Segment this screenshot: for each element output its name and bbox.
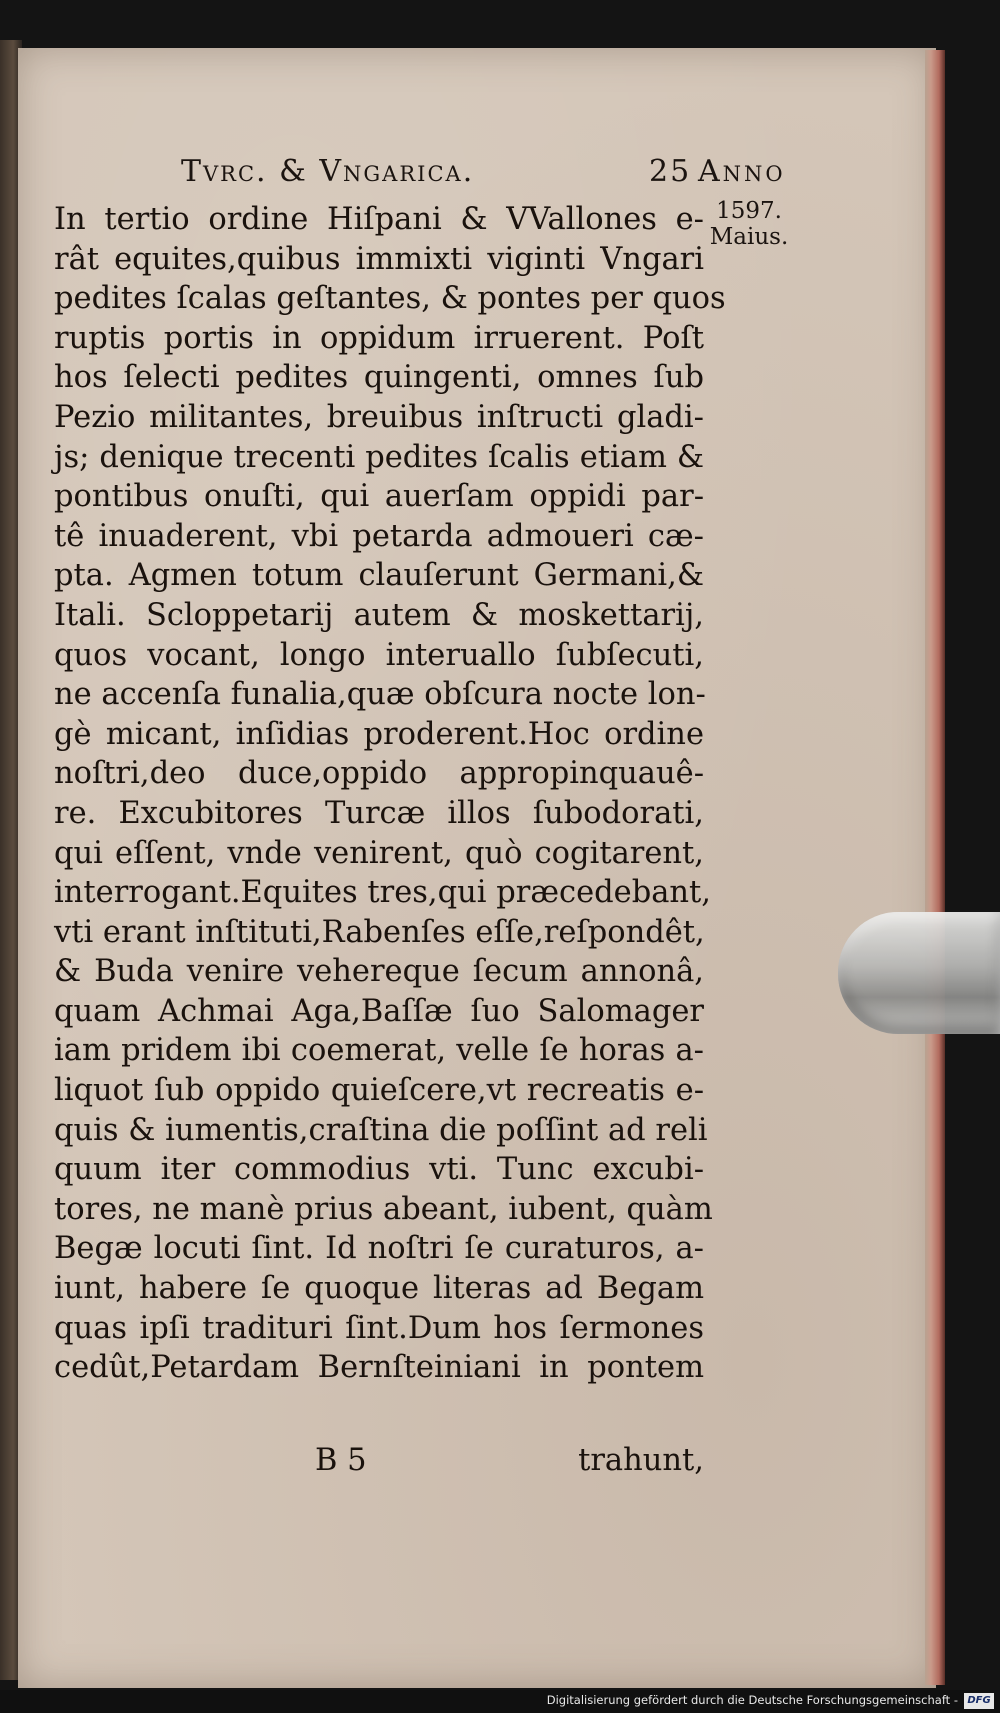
text-line: cedût,Petardam Bernſteiniani in pontem (54, 1350, 704, 1386)
text-line: hos ſelecti pedites quingenti, omnes ſub (54, 360, 704, 396)
text-line: re. Excubitores Turcæ illos ſubodorati, (54, 795, 704, 831)
text-line: quis & iumentis,craſtina die poſſint ad reli (54, 1112, 708, 1148)
running-head (181, 154, 831, 189)
page-footer (54, 1443, 704, 1483)
body-text (54, 200, 726, 1388)
text-line: liquot ſub oppido quieſcere,vt recreatis e- (54, 1073, 704, 1109)
running-head-title: Tvrc. & Vngarica. (181, 154, 475, 189)
text-line: tores, ne manè prius abeant, iubent, quàm (54, 1191, 713, 1227)
text-line: gè micant, inſidias proderent.Hoc ordine (54, 716, 704, 752)
marginal-note (694, 198, 804, 250)
text-line: rât equites,quibus immixti viginti Vngari (54, 241, 704, 277)
text-line: Begæ locuti ſint. Id noſtri ſe curaturos, a- (54, 1231, 704, 1267)
text-line: & Buda venire vehereque ſecum annonâ, (54, 954, 704, 990)
text-line: In tertio ordine Hiſpani & VVallones e- (54, 202, 704, 237)
text-line: noſtri,deo duce,oppido appropinquauê- (54, 756, 704, 792)
text-line: Pezio militantes, breuibus inſtructi gladi- (54, 399, 704, 435)
text-line: ne accenſa funalia,quæ obſcura nocte lon- (54, 677, 706, 713)
page-number: 25 (649, 154, 692, 189)
text-line: ruptis portis in oppidum irruerent. Poſt (54, 320, 704, 356)
book-page (18, 48, 936, 1688)
dfg-logo-icon: DFG (964, 1693, 994, 1709)
page-fore-edge (925, 50, 945, 1685)
text-line: tê inuaderent, vbi petarda admoueri cæ- (54, 518, 704, 554)
text-line: vti erant inſtituti,Rabenſes eſſe,reſpondêt, (54, 914, 705, 950)
marginal-year: 1597. (716, 198, 782, 224)
text-line: quam Achmai Aga,Baſſæ ſuo Salomager (54, 993, 704, 1029)
marginal-anno-label: Anno (698, 154, 786, 189)
text-line: quos vocant, longo interuallo ſubſecuti, (54, 637, 704, 673)
text-line: js; denique trecenti pedites ſcalis etiam & (54, 439, 704, 475)
text-line: iam pridem ibi coemerat, velle ſe horas a- (54, 1033, 704, 1069)
text-line: Itali. Scloppetarij autem & moskettarij, (54, 597, 704, 633)
page-holder-clip (838, 912, 1000, 1034)
text-line: qui eſſent, vnde venirent, quò cogitarent, (54, 835, 704, 871)
digitization-credit: Digitalisierung gefördert durch die Deutsche Forschungsgemeinschaft - (546, 1693, 958, 1707)
digitization-footer (0, 1690, 1000, 1713)
text-line: quum iter commodius vti. Tunc excubi- (54, 1152, 704, 1188)
marginal-month: Maius. (709, 224, 789, 250)
catchword: trahunt, (578, 1443, 704, 1478)
text-line: pedites ſcalas geſtantes, & pontes per quos (54, 281, 726, 317)
text-line: pontibus onuſti, qui auerſam oppidi par- (54, 479, 704, 515)
text-line: iunt, habere ſe quoque literas ad Begam (54, 1271, 704, 1307)
text-line: pta. Agmen totum clauſerunt Germani,& (54, 558, 704, 594)
text-line: interrogant.Equites tres,qui præcedebant, (54, 875, 712, 911)
text-line: quas ipſi tradituri ſint.Dum hos ſermones (54, 1310, 704, 1346)
signature-mark: B 5 (315, 1443, 367, 1478)
